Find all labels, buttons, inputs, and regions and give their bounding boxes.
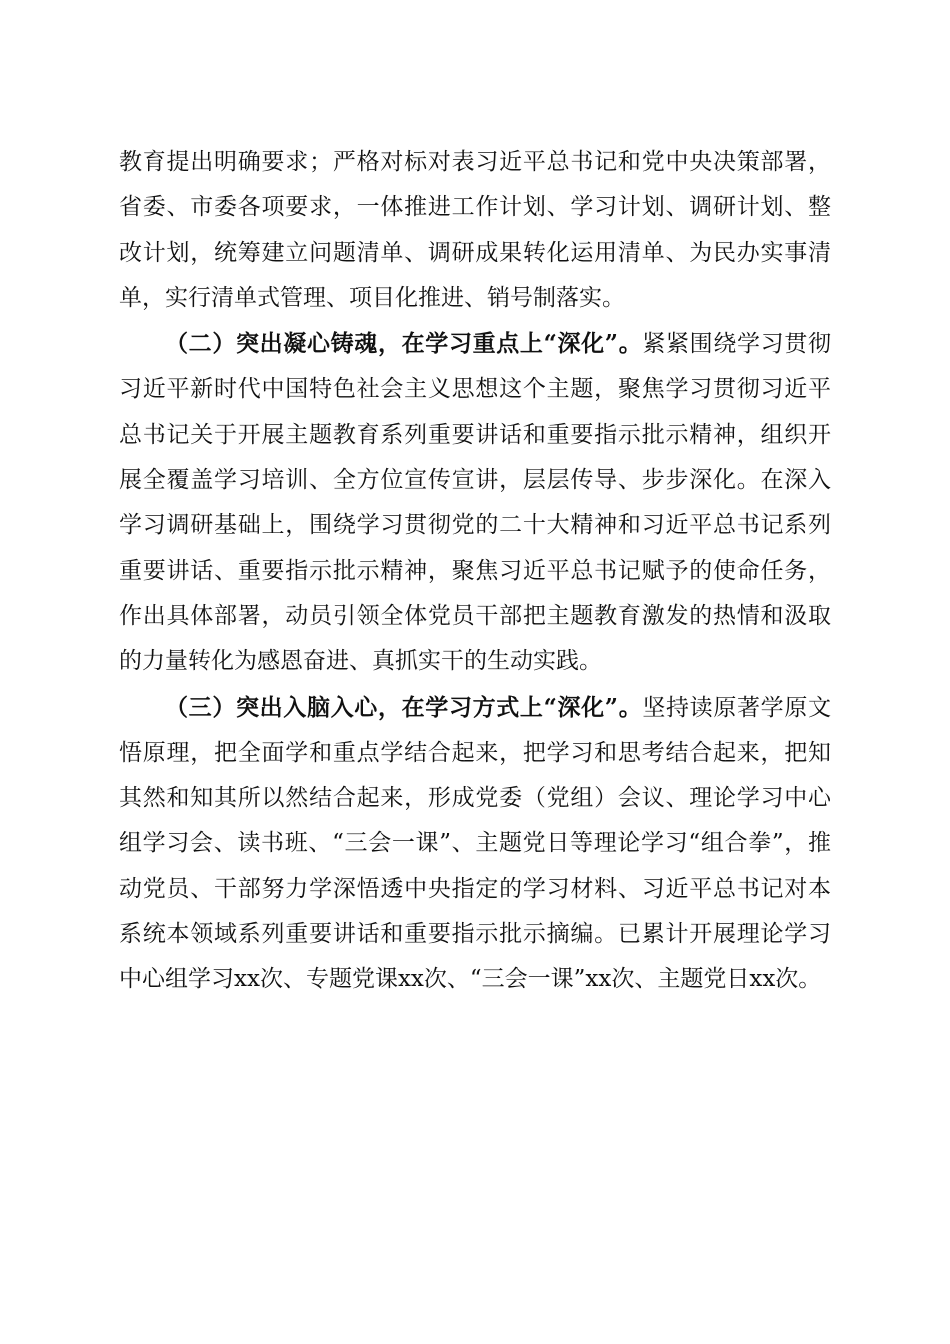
paragraph-continuation [119,140,831,321]
document-body [119,140,831,1003]
paragraph-body: 紧紧围绕学习贯彻习近平新时代中国特色社会主义思想这个主题，聚焦学习贯彻习近平总书记关于开展主题教育系列重要讲话和重要指示批示精神，组织开展全覆盖学习培训、全方位宣传宣讲，层层传导、步步深化。在深入学习调研基础上，围绕学习贯彻党的二十大精神和习近平总书记系列重要讲话、重要指示批示精神，聚焦习近平总书记赋予的使命任务，作出具体部署，动员引领全体党员干部把主题教育激发的热情和汲取的力量转化为感恩奋进、真抓实干的生动实践。 [119,331,831,675]
paragraph-section-2 [119,321,831,684]
paragraph-body: 坚持读原著学原文悟原理，把全面学和重点学结合起来，把学习和思考结合起来，把知其然和知其所以然结合起来，形成党委（党组）会议、理论学习中心组学习会、读书班、“三会一课”、主题党日等理论学习“组合拳”，推动党员、干部努力学深悟透中央指定的学习材料、习近平总书记对本系统本领域系列重要讲话和重要指示批示摘编。已累计开展理论学习中心组学习xx次、专题党课xx次、“三会一课”xx次、主题党日xx次。 [119,694,831,993]
section-heading: （二）突出凝心铸魂，在学习重点上“深化”。 [165,330,643,358]
section-heading: （三）突出入脑入心，在学习方式上“深化”。 [165,693,643,721]
paragraph-section-3 [119,685,831,1003]
paragraph-body: 教育提出明确要求；严格对标对表习近平总书记和党中央决策部署，省委、市委各项要求，一体推进工作计划、学习计划、调研计划、整改计划，统筹建立问题清单、调研成果转化运用清单、为民办实事清单，实行清单式管理、项目化推进、销号制落实。 [119,149,831,311]
